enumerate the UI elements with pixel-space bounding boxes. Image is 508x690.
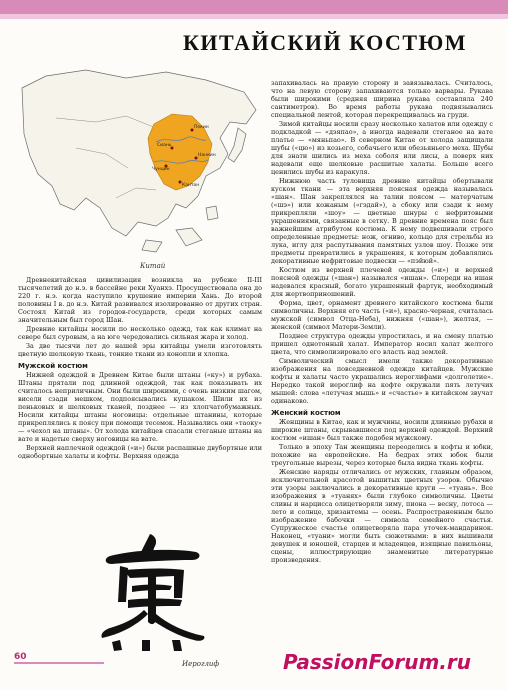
map-label-city: Нанкин — [198, 153, 216, 158]
paragraph: Костюм из верхней плечевой одежды («и») и верхней поясной одежды («шан») назывался «ишан». Спереди на ишан надевался красный, богато украшенный фартук, необходимый для жертвоприношений. — [271, 266, 493, 298]
map-label-city: Кантон — [182, 183, 200, 188]
paragraph: Верхней наплечной одеждой («и») были распашные двубортные или однобортные халаты и кофты. Верхняя одежда — [18, 444, 262, 460]
top-band — [0, 0, 508, 14]
section-heading-male: Мужской костюм — [18, 362, 88, 370]
paragraph: запахивалась на правую сторону и завязывалась. Считалось, что на левую сторону запахиваются только варвары. Рукава были широкими (средняя ширина рукава составляла 240 сантиметров). Во время работы рукава подвязывались специальной лентой, которая перекрещивалась на груди. — [271, 79, 493, 119]
paragraph: Древнекитайская цивилизация возникла на рубеже II-III тысячелетий до н.э. в бассейне реки Хуанхэ. Просуществовала она до 220 г. н.э. когда наступило крушение империи Хань. До второй половины I в. до н.э. Китай развивался изолированно от других стран. Состоял Китай из городов-государств, среди которых самым значительным был город Шан. — [18, 276, 262, 324]
section-heading-female: Женский костюм — [271, 409, 341, 417]
right-column — [271, 79, 493, 565]
paragraph: Зимой китайцы носили сразу несколько халатов или одежду с подкладкой — «дэяпао», а иногда надевали стеганое на вате платье — «мяньпао». В северном Китае от холода защищали шубы («цю») из козьего, собачьего или обезьяньего меха. Шубы для знати шились из меха соболя или лисы, а поверх них надевали еще шелковые расшитые халаты. Больше всего ценились шубы из каракуля. — [271, 120, 493, 176]
paragraph: Форма, цвет, орнамент древнего китайского костюма были символичны. Верхняя его часть («и»), красно-черная, считалась мужской (символ Отца-Неба), нижняя («шан»), желтая, — женской (символ Матери-Земли). — [271, 299, 493, 331]
paragraph: Женские наряды отличались от мужских, главным образом, исключительной красотой вышитых цветных узоров. Обычно эти узоры заключались в декоративные круги — «туань». Все изображения в «туанях» были глубоко символичны. Цветы сливы и нарцисса олицетворяли зиму, пиона — весну, лотоса — лето и солнце, хризантемы — осень. Распространенным было изображение бабочки — символа семейного счастья. Супружеское счастье олицетворяла пара уточек-мандаринок. Наконец, «туани» могли быть сюжетными: в них вышивали девушек и юношей, старцев и младенцев, изящные павильоны, сцены, иллюстрирующие знаменитые литературные произведения. — [271, 468, 493, 564]
page-number: 60 — [14, 652, 27, 662]
hieroglyph-caption: Иероглиф — [182, 660, 219, 668]
map-label-city: Чунцин — [152, 167, 170, 172]
map-label-city: Сиань — [157, 143, 172, 148]
page-title: КИТАЙСКИЙ КОСТЮМ — [182, 30, 468, 55]
hieroglyph-icon — [92, 530, 212, 655]
map-caption: Китай — [140, 262, 166, 270]
brush-stroke — [152, 614, 204, 641]
china-map — [16, 58, 264, 258]
paragraph: За две тысячи лет до нашей эры китайцы умели изготовлять цветную шелковую ткань, тонкие ткани из конопли и хлопка. — [18, 342, 262, 358]
paragraph: Позднее структура одежды упростилась, и на смену платью пришел однотонный халат. Император носил халат желтого цвета, что символизировало его власть над землей. — [271, 332, 493, 356]
brush-stroke — [112, 640, 182, 651]
paragraph: Древние китайцы носили по несколько одежд, так как климат на севере был суровым, а на юге чередовались сильная жара и холод. — [18, 325, 262, 341]
paragraph: Символический смысл имели также декоративные изображения на повседневной одежде китайцев. Мужские кофты и халаты часто украшались иероглифами «долголетие». Нередко такой иероглиф на кофте окружали пять летучих мышей: слова «летучая мышь» и «счастье» в китайском звучат одинаково. — [271, 357, 493, 405]
map-label-city: Пекин — [194, 125, 209, 130]
paragraph: Женщины в Китае, как и мужчины, носили длинные рубахи и широкие штаны, скрывавшиеся под верхней одеждой. Верхний костюм «ишан» был также подобен мужскому. — [271, 418, 493, 442]
brush-stroke — [106, 550, 200, 564]
left-column — [18, 276, 262, 461]
paragraph: Только в эпоху Тан женщины переоделись в кофты и юбки, похожие на европейские. На бедрах этих юбок были треугольные вырезы, через которые была видна ткань кофты. — [271, 443, 493, 467]
brush-stroke — [101, 610, 148, 638]
page-number-rule — [14, 662, 104, 664]
watermark: PassionForum.ru — [283, 650, 472, 674]
paragraph: Нижнюю часть туловища древние китайцы обертывали куском ткани — эта верхняя поясная одежда называлась «шан». Шан закреплялся на талии поясом — матерчатым («шэ») или кожаным («гэдай»), а сбоку или сзади к нему прикрепляли «шоу» — цветные шнуры с нефритовыми украшениями, связанные в сетку. В древние времена пояс был важнейшим атрибутом костюма. К нему подвешивали строго определенные предметы: нож, огниво, кольцо для стрельбы из лука, иглу для распутывания памятных узлов шоу. Позже эти предметы превратились в украшения, к которым добавлялись декоративные нефритовые подвески — «пэйюй». — [271, 177, 493, 265]
paragraph: Нижней одеждой в Древнем Китае были штаны («ку») и рубаха. Штаны прятали под длинной одеждой, так как показывать их считалось неприличным. Они были широкими, с очень низким шагом, висели сзади мешком, подпоясывались кушаком. Шили их из пеньковых и шелковых тканей, позднее — из хлопчатобумажных. Носили китайцы штаны ноговицы: отдельные штанины, которые прикреплялись к поясу при помощи тесемок. Назывались они «таоку» — «чехол на штаны». От холода китайцев спасали стеганые штаны на вате и надетые сверху ноговицы на вате. — [18, 371, 262, 443]
